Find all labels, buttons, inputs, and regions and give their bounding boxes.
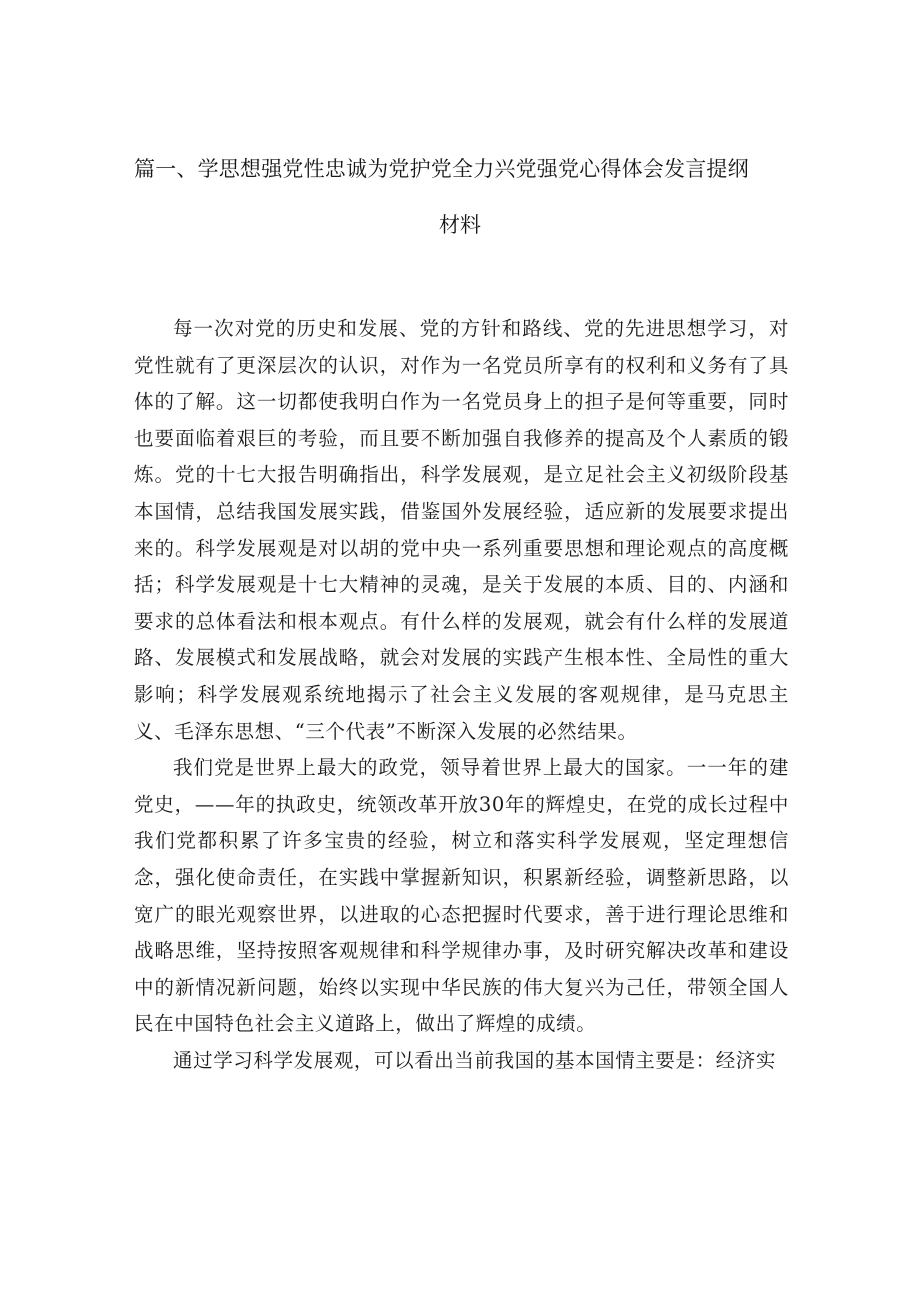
document-title-continuation: 材料 (439, 213, 481, 237)
paragraph-3: 通过学习科学发展观，可以看出当前我国的基本国情主要是：经济实 (173, 1048, 777, 1072)
paragraph-2: 我们党是世界上最大的政党，领导着世界上最大的国家。一一年的建党史，——年的执政史，统领改革开放30年的辉煌史，在党的成长过程中我们党都积累了许多宝贵的经验，树立和落实科学发展观，坚定理想信念，强化使命责任，在实践中掌握新知识，积累新经验，调整新思路，以宽广的眼光观察世界，以进取的心态把握时代要求，善于进行理论思维和战略思维，坚持按照客观规律和科学规律办事，及时研究解决改革和建设中的新情况新问题，始终以实现中华民族的伟大复兴为己任，带领全国人民在中国特色社会主义道路上，做出了辉煌的成绩。 (134, 756, 789, 1036)
paragraph-1: 每一次对党的历史和发展、党的方针和路线、党的先进思想学习，对党性就有了更深层次的认识，对作为一名党员所享有的权利和义务有了具体的了解。这一切都使我明白作为一名党员身上的担子是何等重要，同时也要面临着艰巨的考验，而且要不断加强自我修养的提高及个人素质的锻炼。党的十七大报告明确指出，科学发展观，是立足社会主义初级阶段基本国情，总结我国发展实践，借鉴国外发展经验，适应新的发展要求提出来的。科学发展观是对以胡的党中央一系列重要思想和理论观点的高度概括；科学发展观是十七大精神的灵魂，是关于发展的本质、目的、内涵和要求的总体看法和根本观点。有什么样的发展观，就会有什么样的发展道路、发展模式和发展战略，就会对发展的实践产生根本性、全局性的重大影响；科学发展观系统地揭示了社会主义发展的客观规律，是马克思主义、毛泽东思想、“三个代表”不断深入发展的必然结果。 (134, 317, 789, 743)
document-title: 篇一、学思想强党性忠诚为党护党全力兴党强党心得体会发言提纲 (134, 157, 749, 181)
document-body (134, 311, 789, 1079)
